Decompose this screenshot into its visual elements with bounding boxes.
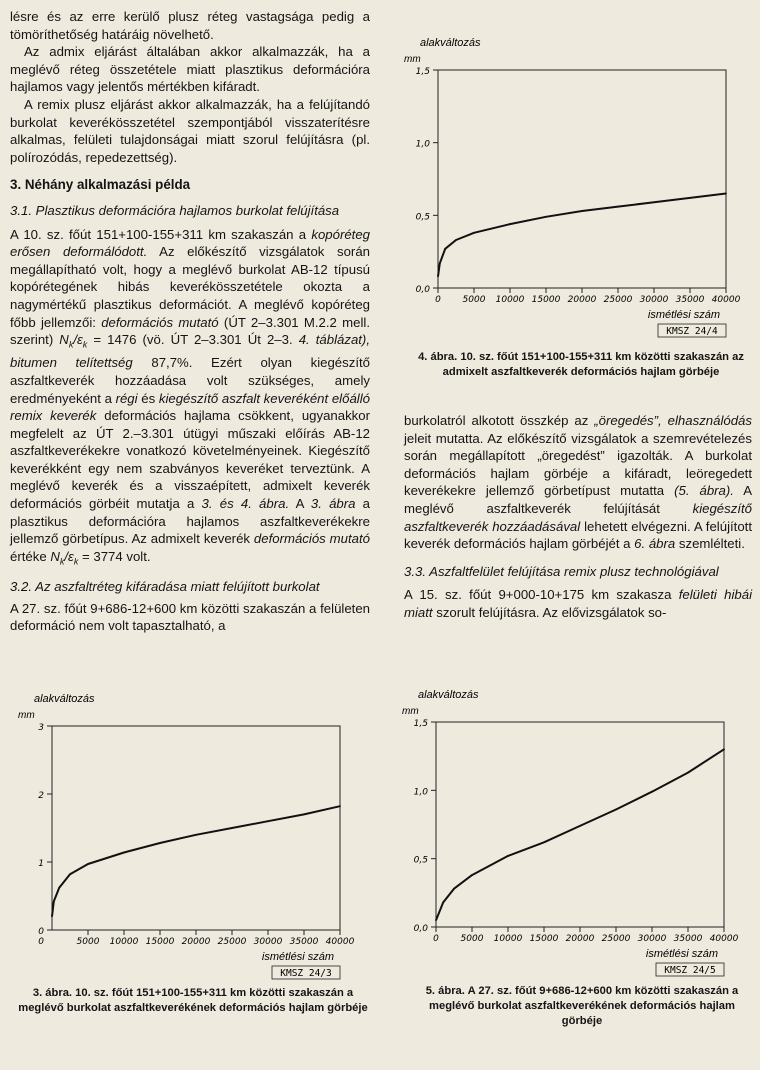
text-run: burkolatról alkotott összkép az (404, 413, 595, 428)
data-point (159, 842, 161, 844)
text-run: 3. és 4. ábra. (201, 496, 290, 512)
x-tick-label: 5000 (76, 937, 100, 947)
text-run: k (68, 339, 74, 350)
text-run: kopóréteg erősen deformálódott. (10, 226, 370, 260)
text-run: A 10. sz. főút 151+100-155+311 km szakaszán a (10, 226, 312, 242)
section-heading-3: 3. Néhány alkalmazási példa (10, 177, 191, 193)
figure-4-svg (396, 4, 756, 337)
x-tick-label: 0 (433, 934, 439, 944)
series-line (438, 194, 726, 277)
x-tick-label: 25000 (601, 934, 631, 944)
x-tick-label: 40000 (325, 937, 355, 947)
data-point (687, 772, 689, 774)
series-line (52, 806, 340, 916)
data-point (69, 873, 71, 875)
data-point (339, 805, 341, 807)
plot-frame (52, 726, 340, 930)
x-axis-label: ismétlési szám (645, 948, 718, 960)
text-run: régi (115, 390, 138, 406)
text-run: és (137, 390, 159, 406)
x-tick-label: 10000 (109, 937, 139, 947)
x-tick-label: 30000 (639, 295, 669, 305)
y-tick-label: 3 (38, 723, 44, 733)
paragraph-3-2-cont (404, 412, 752, 553)
x-tick-label: 35000 (673, 934, 703, 944)
text-run: N (50, 548, 60, 564)
data-point (439, 262, 441, 264)
paragraph-intro: lésre és az erre kerülő plusz réteg vastagsága pedig a tömöríthetőség határáig növelhető. (10, 9, 370, 42)
data-point (435, 919, 437, 921)
data-point (51, 916, 53, 918)
data-point (303, 814, 305, 816)
figure-4-caption: 4. ábra. 10. sz. főút 151+100-155+311 km közötti szakaszán az admixelt aszfaltkeverék deformációs hajlam görbéje (418, 351, 744, 378)
text-run: Az előkészítő vizsgálatok során megállapítható volt, hogy a meglévő burkolat AB-12 típusú kopórétegének hibás keverékösszetétele okozta a nagymértékű plasztikus deformációt. A meglévő kopóréteg főbb jellemzői: (10, 244, 370, 330)
data-point (545, 216, 547, 218)
text-run: k (59, 556, 65, 567)
x-tick-label: 35000 (289, 937, 319, 947)
data-point (442, 902, 444, 904)
right-column-text (404, 412, 752, 622)
data-point (195, 834, 197, 836)
text-run: /ε (64, 548, 74, 564)
x-tick-label: 10000 (493, 934, 523, 944)
text-run: szemlélteti. (675, 536, 745, 552)
y-tick-label: 1 (38, 859, 44, 869)
x-tick-label: 25000 (603, 295, 633, 305)
data-point (615, 809, 617, 811)
text-run: szorult felújításra. Az elővizsgálatok so- (432, 604, 667, 620)
figure-5-svg (396, 670, 756, 975)
text-run: (ÚT 2–3.301 M.2.2 mell. szerint) (10, 314, 370, 348)
y-tick-label: 2 (38, 791, 44, 801)
x-origin-label: 0 (38, 937, 44, 947)
text-run: A (289, 496, 311, 512)
data-point (455, 239, 457, 241)
y-unit-label: mm (404, 54, 421, 65)
y-tick-label: 1,0 (413, 787, 428, 798)
data-point (651, 791, 653, 793)
y-tick-label: 0,0 (415, 285, 430, 295)
data-point (267, 820, 269, 822)
figure-3-chart (10, 686, 370, 986)
x-tick-label: 30000 (253, 937, 283, 947)
data-point (87, 863, 89, 865)
x-tick-label: 15000 (531, 295, 561, 305)
x-tick-label: 5000 (460, 934, 484, 944)
figure-code: KMSZ 24/3 (280, 968, 332, 979)
x-tick-label: 5000 (462, 295, 486, 305)
y-tick-label: 1,0 (415, 139, 430, 150)
data-point (725, 193, 727, 195)
figure-code: KMSZ 24/4 (666, 326, 718, 337)
data-point (507, 855, 509, 857)
text-run: kiegészítő aszfaltkeverék hozzáadásával (404, 500, 752, 534)
y-axis-label: alakváltozás (420, 37, 481, 49)
text-run: deformációs hajlama csökkent, ugyanakkor megfelelt az ÚT 2.–3.301 útügyi műszaki előírás AB-12 aszfaltkeverékekre vonatkozó követelményeinek. Kiegészítő keverékként egy nem szabványos keveréket terveztünk. A meglévő keverék és a visszaépített, admixelt keverék deformációs görbéit mutatja a (10, 408, 370, 512)
figure-3-caption: 3. ábra. 10. sz. főút 151+100-155+311 km közötti szakaszán a meglévő burkolat aszfaltkeverékének deformációs hajlam görbéje (18, 987, 368, 1014)
text-run: értéke (10, 548, 51, 564)
y-unit-label: mm (18, 710, 35, 721)
x-tick-label: 40000 (709, 934, 739, 944)
y-tick-label: 1,5 (413, 719, 428, 729)
y-axis-label: alakváltozás (34, 693, 95, 705)
x-tick-label: 20000 (565, 934, 595, 944)
section-heading-3-1: 3.1. Plasztikus deformációra hajlamos burkolat felújítása (10, 202, 340, 218)
y-axis-label: alakváltozás (418, 689, 479, 701)
text-run: A 15. sz. főút 9+000-10+175 km szakasza (404, 587, 679, 603)
data-point (53, 901, 55, 903)
paragraph-3-3 (404, 586, 752, 621)
section-heading-3-2: 3.2. Az aszfaltréteg kifáradása miatt felújított burkolat (10, 579, 320, 595)
figure-code: KMSZ 24/5 (664, 965, 716, 976)
paragraph-remix: A remix plusz eljárást akkor alkalmazzák, ha a felújítandó burkolat keverékösszetétel szempontjából visszaterítésre alkalmas, felületi tulajdonságai miatt szorul felújításra (pl. polírozódás, repedezettség). (10, 96, 370, 165)
text-run: lehetett elvégezni. A felújított keverék deformációs hajlam görbéjét a (404, 518, 752, 552)
text-run: 87,7%. Ezért olyan kiegészítő aszfaltkeverék hozzáadása volt szükséges, amely eredményeként a (10, 355, 370, 406)
figure-4-chart (396, 4, 756, 339)
text-run: a plasztikus deformációra hajlamos aszfaltkeverékekre jellemző görbetípus. Az admixelt keverék (10, 496, 371, 547)
data-point (58, 887, 60, 889)
text-run: A meglévő aszfaltkeverék felújítását (404, 483, 752, 516)
text-run: 3. ábra (310, 496, 356, 512)
x-tick-label: 40000 (711, 295, 741, 305)
data-point (579, 825, 581, 827)
data-point (653, 201, 655, 203)
data-point (543, 841, 545, 843)
data-point (689, 197, 691, 199)
text-run: (5. ábra). (674, 483, 734, 499)
text-run: 4. táblázat), (298, 332, 370, 348)
text-run: = 3774 volt. (78, 548, 151, 564)
text-run: felületi hibái miatt (404, 587, 753, 620)
x-tick-label: 15000 (529, 934, 559, 944)
text-run: /ε (73, 332, 83, 348)
figure-3-svg (10, 686, 370, 981)
text-run: bitumen telítettség (10, 355, 133, 371)
x-axis-label: ismétlési szám (261, 951, 334, 963)
data-point (437, 275, 439, 277)
plot-frame (436, 722, 724, 927)
figure-5-caption: 5. ábra. A 27. sz. főút 9+686-12+600 km közötti szakaszán a meglévő burkolat aszfaltkeverékének deformációs hajlam görbéje (425, 985, 739, 1027)
x-axis-label: ismétlési szám (647, 309, 720, 321)
y-tick-label: 0,0 (413, 924, 428, 934)
text-run: k (73, 556, 79, 567)
text-run: N (59, 332, 69, 348)
y-tick-label: 1,5 (415, 67, 430, 77)
text-run: = 1476 (vö. ÚT 2–3.301 Út 2–3. (87, 332, 299, 348)
data-point (471, 874, 473, 876)
x-tick-label: 20000 (567, 295, 597, 305)
data-point (473, 232, 475, 234)
data-point (453, 888, 455, 890)
left-column (10, 8, 370, 635)
section-heading-3-3: 3.3. Aszfaltfelület felújítása remix plusz technológiával (404, 563, 719, 579)
data-point (123, 852, 125, 854)
paragraph-3-2: A 27. sz. főút 9+686-12+600 km közötti szakaszán a felületen deformáció nem volt tapasztalható, a (10, 600, 370, 634)
text-run: deformációs mutató (101, 314, 219, 330)
paragraph-3-1 (10, 226, 370, 572)
y-tick-label: 0 (38, 927, 44, 937)
data-point (509, 223, 511, 225)
text-run: kiegészítő aszfalt keveréként előálló remix keverék (10, 390, 370, 424)
x-tick-label: 20000 (181, 937, 211, 947)
x-tick-label: 10000 (495, 295, 525, 305)
data-point (231, 827, 233, 829)
text-run: jeleit mutatta. Az előkészítő vizsgálatok a szemrevételezés során megállapított „öregedést” igazolták. A burkolat deformációs hajlam görbéje a kifáradt, leöregedett keverékekre jellemző görbetípust mutatta (404, 430, 752, 499)
data-point (444, 248, 446, 250)
figure-5-chart (396, 670, 756, 980)
series-line (436, 749, 724, 920)
data-point (617, 206, 619, 208)
paragraph-admix: Az admix eljárást általában akkor alkalmazzák, ha a meglévő réteg összetétele miatt plasztikus deformációra hajlamos vagy jelentős mértékben kifáradt. (10, 44, 370, 95)
text-run: deformációs mutató (253, 531, 370, 547)
y-tick-label: 0,5 (413, 855, 428, 866)
y-tick-label: 0,5 (415, 212, 430, 223)
x-tick-label: 35000 (675, 295, 705, 305)
y-unit-label: mm (402, 706, 419, 717)
x-tick-label: 25000 (217, 937, 247, 947)
text-run: k (82, 339, 88, 350)
text-run: 6. ábra (634, 536, 676, 552)
x-tick-label: 0 (435, 295, 441, 305)
plot-frame (438, 70, 726, 288)
data-point (581, 210, 583, 212)
x-tick-label: 30000 (637, 934, 667, 944)
x-tick-label: 15000 (145, 937, 175, 947)
data-point (723, 748, 725, 750)
text-run: „öregedés”, elhasználódás (594, 413, 752, 428)
